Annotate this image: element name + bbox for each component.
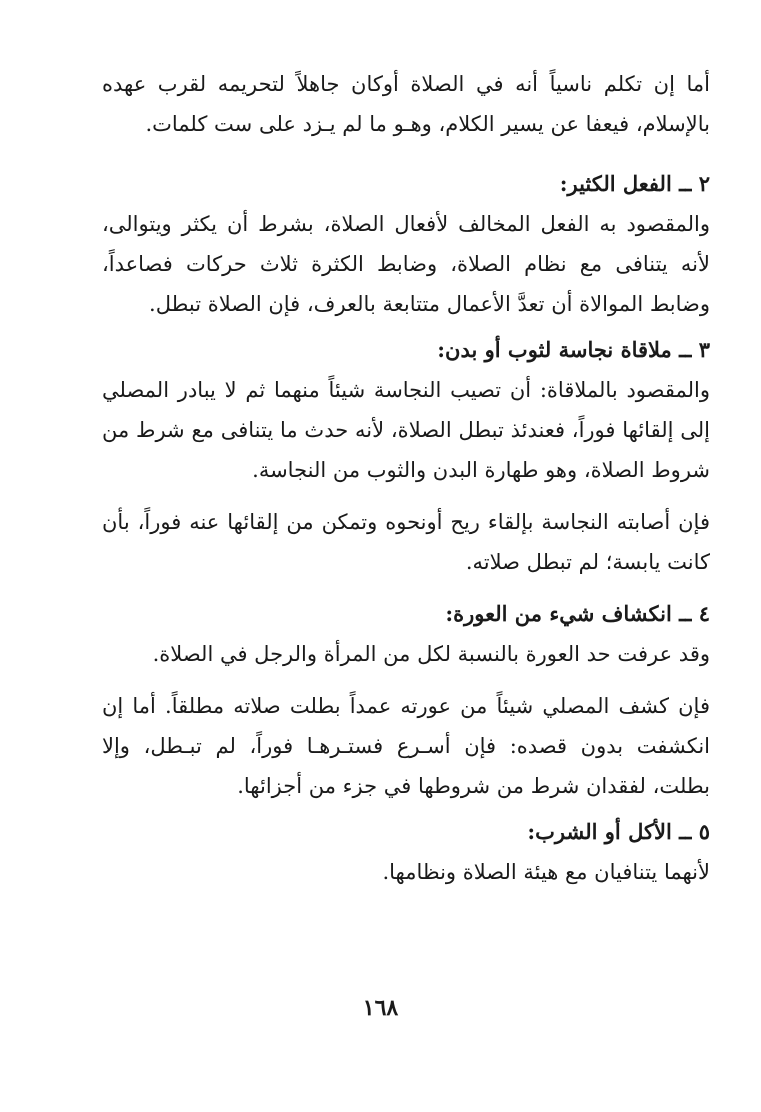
section-4-paragraph-1: وقد عرفت حد العورة بالنسبة لكل من المرأة والرجل في الصلاة. xyxy=(152,642,710,666)
section-2-paragraph-1: والمقصود به الفعل المخالف لأفعال الصلاة، بشرط أن يكثر ويتوالى، لأنه يتنافى مع نظام الصلاة، وضابط الكثرة ثلاث حركات فصاعداً، وضابط الموالاة أن تعدَّ الأعمال متتابعة بالعرف، فإن الصلاة تبطل. xyxy=(102,212,710,316)
section-5-paragraph-1: لأنهما يتنافيان مع هيئة الصلاة ونظامها. xyxy=(382,860,710,884)
page-body xyxy=(102,64,710,892)
intro-paragraph: أما إن تكلم ناسياً أنه في الصلاة أوكان جاهلاً لتحريمه لقرب عهده بالإسلام، فيعفا عن يسير الكلام، وهـو ما لم يـزد على ست كلمات. xyxy=(102,72,710,136)
section-4-paragraph-2: فإن كشف المصلي شيئاً من عورته عمداً بطلت صلاته مطلقاً. أما إن انكشفت بدون قصده: فإن أسـرع فستـرهـا فوراً، لم تبـطل، وإلا بطلت، لفقدان شرط من شروطها في جزء من أجزائها. xyxy=(102,694,710,798)
section-heading-2: ٢ ــ الفعل الكثير: xyxy=(559,171,710,196)
section-3-paragraph-1: والمقصود بالملاقاة: أن تصيب النجاسة شيئاً منهما ثم لا يبادر المصلي إلى إلقائها فوراً، فعندئذ تبطل الصلاة، لأنه حدث ما يتنافى مع شرط من شروط الصلاة، وهو طهارة البدن والثوب من النجاسة. xyxy=(102,378,710,482)
section-heading-3: ٣ ــ ملاقاة نجاسة لثوب أو بدن: xyxy=(437,337,710,362)
section-3-paragraph-2: فإن أصابته النجاسة بإلقاء ريح أونحوه وتمكن من إلقائها عنه فوراً، بأن كانت يابسة؛ لم تبطل صلاته. xyxy=(102,510,710,574)
section-heading-5: ٥ ــ الأكل أو الشرب: xyxy=(527,819,710,844)
section-heading-4: ٤ ــ انكشاف شيء من العورة: xyxy=(445,601,710,626)
page-number: ١٦٨ xyxy=(362,995,399,1021)
